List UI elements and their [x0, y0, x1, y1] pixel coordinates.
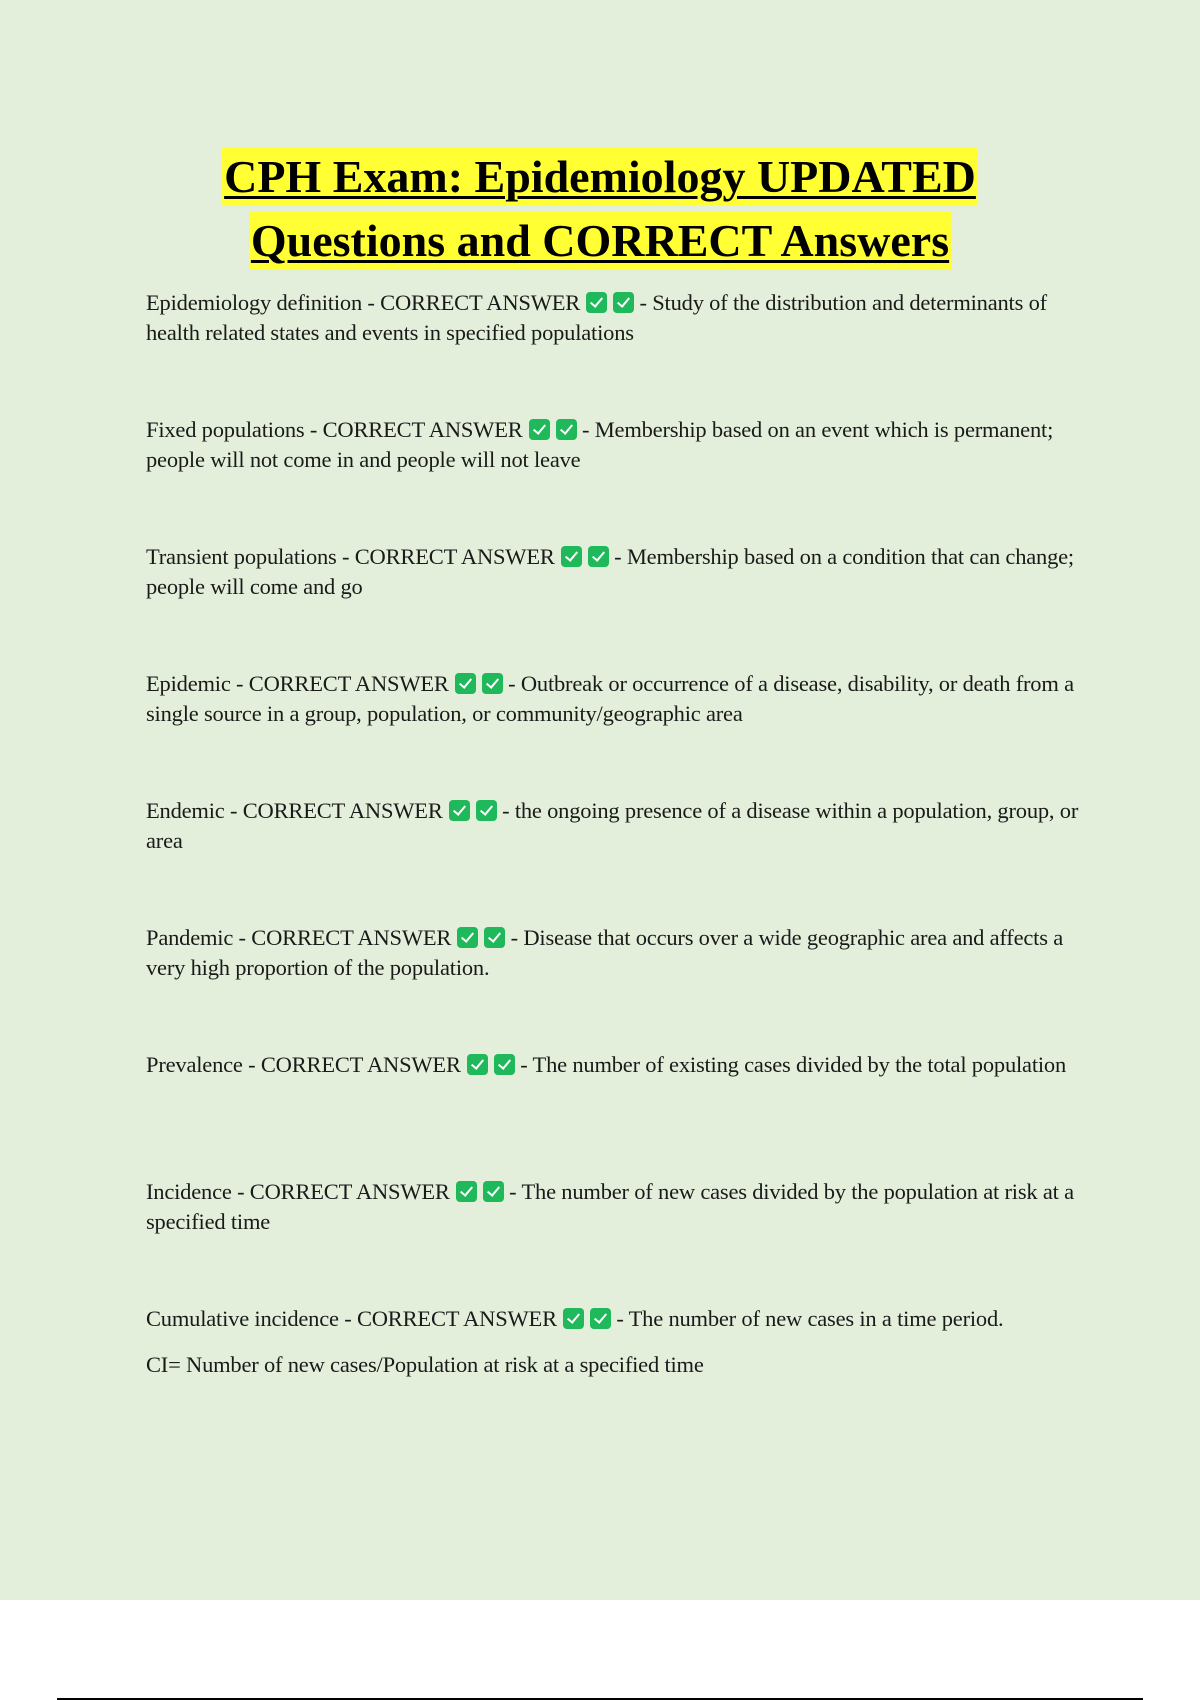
answer-marker: CORRECT ANSWER: [248, 671, 449, 696]
entry-term: Fixed populations -: [146, 417, 323, 442]
check-mark-icon: [456, 1181, 477, 1202]
entry-term: Cumulative incidence -: [146, 1306, 357, 1331]
qa-entry: [146, 923, 1096, 1050]
answer-marker: CORRECT ANSWER: [354, 544, 555, 569]
entry-definition: - Disease that occurs over a wide geographic area and affects a very high proportion of the population.: [146, 925, 1063, 980]
entry-term: Incidence -: [146, 1179, 250, 1204]
entry-definition: - The number of existing cases divided by the total population: [514, 1052, 1067, 1077]
check-mark-icon: [529, 419, 550, 440]
document-title: [0, 148, 1200, 270]
entry-definition: - The number of new cases in a time period.: [610, 1306, 1004, 1331]
check-mark-icon: [455, 673, 476, 694]
check-mark-icon: [590, 1308, 611, 1329]
answer-marker: CORRECT ANSWER: [251, 925, 452, 950]
check-mark-icon: [449, 800, 470, 821]
qa-entry: [146, 415, 1096, 542]
qa-list: [146, 288, 1096, 1431]
answer-marker: CORRECT ANSWER: [242, 798, 443, 823]
title-line-1: CPH Exam: Epidemiology UPDATED: [222, 148, 978, 206]
answer-marker: CORRECT ANSWER: [356, 1306, 557, 1331]
qa-entry: [146, 542, 1096, 669]
entry-definition: - the ongoing presence of a disease within a population, group, or area: [146, 798, 1079, 853]
entry-term: Endemic -: [146, 798, 243, 823]
qa-entry: [146, 1304, 1096, 1431]
check-mark-icon: [467, 1054, 488, 1075]
answer-marker: CORRECT ANSWER: [260, 1052, 461, 1077]
entry-term: Epidemiology definition -: [146, 290, 381, 315]
answer-marker: CORRECT ANSWER: [249, 1179, 450, 1204]
check-mark-icon: [494, 1054, 515, 1075]
entry-term: Transient populations -: [146, 544, 355, 569]
check-mark-icon: [556, 419, 577, 440]
check-mark-icon: [561, 546, 582, 567]
qa-entry: [146, 1177, 1096, 1304]
qa-entry: [146, 796, 1096, 923]
answer-marker: CORRECT ANSWER: [322, 417, 523, 442]
qa-entry: [146, 1050, 1096, 1177]
check-mark-icon: [476, 800, 497, 821]
entry-definition: - Membership based on an event which is permanent; people will not come in and people will not leave: [146, 417, 1054, 472]
check-mark-icon: [482, 673, 503, 694]
check-mark-icon: [613, 292, 634, 313]
entry-definition: - Study of the distribution and determinants of health related states and events in specified populations: [146, 290, 1047, 345]
entry-term: Epidemic -: [146, 671, 249, 696]
check-mark-icon: [563, 1308, 584, 1329]
check-mark-icon: [586, 292, 607, 313]
qa-entry: [146, 288, 1096, 415]
check-mark-icon: [588, 546, 609, 567]
entry-term: Prevalence -: [146, 1052, 261, 1077]
entry-term: Pandemic -: [146, 925, 252, 950]
entry-definition: - Outbreak or occurrence of a disease, disability, or death from a single source in a group, population, or community/geographic area: [146, 671, 1074, 726]
check-mark-icon: [484, 927, 505, 948]
answer-marker: CORRECT ANSWER: [380, 290, 581, 315]
check-mark-icon: [457, 927, 478, 948]
entry-definition: - The number of new cases divided by the population at risk at a specified time: [146, 1179, 1074, 1234]
qa-entry: [146, 669, 1096, 796]
entry-formula: CI= Number of new cases/Population at risk at a specified time: [146, 1352, 704, 1377]
entry-definition: - Membership based on a condition that can change; people will come and go: [146, 544, 1074, 599]
check-mark-icon: [483, 1181, 504, 1202]
title-line-2: Questions and CORRECT Answers: [249, 212, 951, 270]
